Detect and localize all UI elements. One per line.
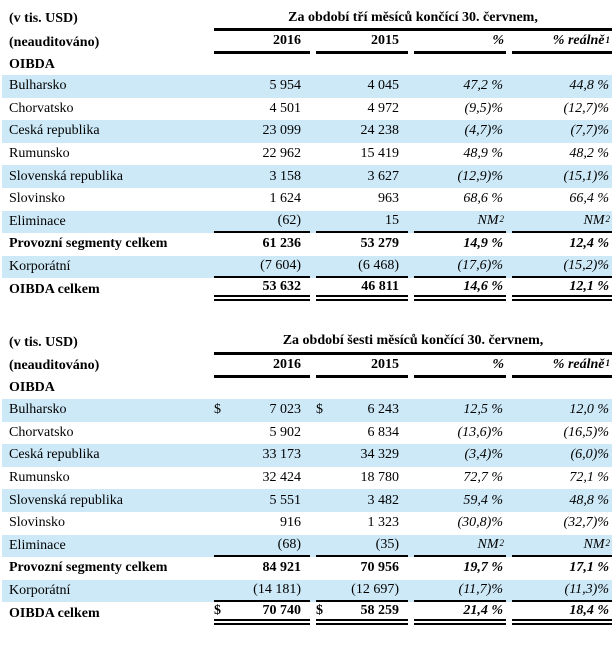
col-header-2015: 2015	[316, 31, 408, 54]
pct-change-real: 48,8 %	[569, 492, 609, 508]
value-2016: 916	[280, 515, 301, 531]
value-2015: 24 238	[360, 123, 399, 139]
unit-label: (v tis. USD)	[9, 11, 78, 26]
pct-change: 19,7 %	[463, 560, 503, 576]
row-label: Ceská republika	[9, 123, 100, 139]
value-2016: (7 604)	[214, 256, 310, 279]
section-row	[2, 378, 612, 399]
table-row	[2, 512, 612, 535]
table-row	[2, 98, 612, 121]
unit-label: (v tis. USD)	[9, 334, 78, 350]
table-six-months	[2, 331, 612, 625]
table-row	[2, 120, 612, 143]
pct-change: (13,6)%	[457, 424, 503, 440]
table-row	[2, 467, 612, 490]
col-header-2016: 2016	[214, 31, 310, 54]
row-label: Rumunsko	[9, 470, 70, 486]
col-header-pct-real	[512, 355, 612, 378]
value-2016: (62)	[214, 211, 310, 234]
section-row	[2, 54, 612, 75]
value-2015: 1 323	[367, 515, 399, 531]
value-2015: 3 482	[367, 492, 399, 508]
value-2016: 61 236	[262, 236, 301, 252]
value-2016: 5 551	[269, 492, 301, 508]
value-2015: 963	[378, 191, 399, 207]
pct-change-real: 12,4 %	[569, 236, 609, 252]
pct-change: 47,2 %	[463, 78, 503, 94]
value-2015: 70 956	[360, 560, 399, 576]
pct-change: NM 2	[414, 535, 506, 558]
value-2016: 1 624	[269, 191, 301, 207]
table-three-months	[2, 7, 612, 301]
value-2015: $ 6 243	[316, 402, 399, 418]
period-title: Za období šesti měsíců končící 30. červnem,	[214, 331, 612, 355]
pct-real-text: % reálně	[552, 356, 605, 372]
pct-change: (11,7)%	[414, 580, 506, 603]
row-label: Ceská republika	[9, 447, 100, 463]
value-2016: $ 7 023	[214, 402, 301, 418]
pct-change-real: 18,4 %	[512, 602, 612, 625]
footnote-ref-1: 1	[605, 358, 610, 369]
table-header-row	[2, 331, 612, 355]
table-row	[2, 580, 612, 603]
pct-change-real: 48,2 %	[569, 146, 609, 162]
value-2015: 18 780	[360, 470, 399, 486]
pct-change: 14,6 %	[414, 278, 506, 301]
table-row-subtotal	[2, 233, 612, 256]
value-2016: 84 921	[262, 560, 301, 576]
value-2015: 46 811	[316, 278, 408, 301]
table-row-total	[2, 602, 612, 625]
table-row	[2, 75, 612, 98]
pct-change-real: (11,3)%	[512, 580, 612, 603]
col-header-pct-real	[512, 31, 612, 54]
pct-change: 59,4 %	[463, 492, 503, 508]
pct-change: 14,9 %	[463, 236, 503, 252]
pct-change-real: 66,4 %	[569, 191, 609, 207]
value-2015: 34 329	[360, 447, 399, 463]
table-row-subtotal	[2, 557, 612, 580]
col-header-2016: 2016	[214, 355, 310, 378]
value-2016: 3 158	[269, 168, 301, 184]
pct-change-real: NM 2	[512, 535, 612, 558]
currency-symbol: $	[316, 602, 323, 618]
col-header-2015: 2015	[316, 355, 408, 378]
footnote-ref: 2	[605, 538, 610, 549]
value-2015: 3 627	[367, 168, 399, 184]
row-label: OIBDA celkem	[9, 281, 100, 297]
value-2015: 6 834	[367, 424, 399, 440]
value-2015: 15 419	[360, 146, 399, 162]
table-row	[2, 165, 612, 188]
pct-change-real: 12,1 %	[512, 278, 612, 301]
currency-symbol: $	[214, 402, 221, 418]
pct-change: 72,7 %	[463, 470, 503, 486]
pct-change-real: (7,7)%	[570, 123, 609, 139]
pct-change-real: (15,2)%	[512, 256, 612, 279]
row-label: Bulharsko	[9, 78, 67, 94]
table-row	[2, 143, 612, 166]
footnote-ref: 2	[499, 214, 504, 225]
pct-change-real: (15,1)%	[563, 168, 609, 184]
table-row	[2, 211, 612, 234]
pct-change: 21,4 %	[414, 602, 506, 625]
table-header-row	[2, 7, 612, 31]
value-2015: 53 279	[360, 236, 399, 252]
row-label: Eliminace	[9, 213, 66, 229]
pct-change-real: 72,1 %	[569, 470, 609, 486]
column-header-row	[2, 31, 612, 54]
row-label: Slovenská republika	[9, 492, 123, 508]
row-label: Provozní segmenty celkem	[9, 560, 168, 576]
row-label: Eliminace	[9, 537, 66, 553]
footnote-ref-1: 1	[605, 34, 610, 45]
value-2016: 4 501	[269, 100, 301, 116]
row-label: Slovinsko	[9, 515, 66, 531]
section-label: OIBDA	[9, 56, 55, 72]
value-2016: 5 954	[269, 78, 301, 94]
table-row-total	[2, 278, 612, 301]
pct-change: (30,8)%	[457, 515, 503, 531]
value-2015: 15	[316, 211, 408, 234]
pct-change: NM 2	[414, 211, 506, 234]
table-row	[2, 399, 612, 422]
row-label: Rumunsko	[9, 146, 70, 162]
footnote-ref: 2	[499, 538, 504, 549]
table-row	[2, 422, 612, 445]
pct-change-real: (16,5)%	[563, 424, 609, 440]
pct-change-real: 44,8 %	[569, 78, 609, 94]
value-2016: 23 099	[262, 123, 301, 139]
pct-change-real: (6,0)%	[570, 447, 609, 463]
col-header-pct: %	[414, 355, 506, 378]
value-2016: 22 962	[262, 146, 301, 162]
row-label: Korporátní	[9, 582, 71, 598]
pct-change: (3,4)%	[464, 447, 503, 463]
pct-change-real: (12,7)%	[563, 100, 609, 116]
pct-change-real: (32,7)%	[563, 515, 609, 531]
col-header-pct: %	[414, 31, 506, 54]
value-2015: $ 58 259	[316, 602, 408, 625]
value-2016: (14 181)	[214, 580, 310, 603]
row-label: Chorvatsko	[9, 100, 74, 116]
currency-symbol: $	[316, 402, 323, 418]
row-label: Slovenská republika	[9, 168, 123, 184]
value-2016: (68)	[214, 535, 310, 558]
pct-change: 48,9 %	[463, 146, 503, 162]
table-row	[2, 489, 612, 512]
row-label: Korporátní	[9, 259, 71, 275]
currency-symbol: $	[214, 602, 221, 618]
value-2016: 33 173	[262, 447, 301, 463]
unaudited-label: (neauditováno)	[9, 34, 100, 50]
value-2015: 4 045	[367, 78, 399, 94]
row-label: OIBDA celkem	[9, 605, 100, 621]
pct-change: 68,6 %	[463, 191, 503, 207]
pct-change: (4,7)%	[464, 123, 503, 139]
value-2016: 53 632	[214, 278, 310, 301]
value-2015: (35)	[316, 535, 408, 558]
pct-change: (12,9)%	[457, 168, 503, 184]
pct-change: (9,5)%	[464, 100, 503, 116]
column-header-row	[2, 355, 612, 378]
pct-change-real: 17,1 %	[569, 560, 609, 576]
value-2015: 4 972	[367, 100, 399, 116]
pct-real-text: % reálně	[552, 33, 605, 48]
value-2015: (12 697)	[316, 580, 408, 603]
table-row	[2, 256, 612, 279]
row-label: Slovinsko	[9, 191, 66, 207]
unaudited-label: (neauditováno)	[9, 358, 100, 374]
period-title: Za období tří měsíců končící 30. červnem,	[214, 7, 612, 31]
table-row	[2, 535, 612, 558]
value-2016: $ 70 740	[214, 602, 310, 625]
row-label: Chorvatsko	[9, 424, 74, 440]
pct-change-real: 12,0 %	[569, 402, 609, 418]
value-2015: (6 468)	[316, 256, 408, 279]
table-row	[2, 188, 612, 211]
value-2016: 5 902	[269, 424, 301, 440]
row-label: Provozní segmenty celkem	[9, 236, 168, 252]
pct-change: (17,6)%	[414, 256, 506, 279]
pct-change: 12,5 %	[463, 402, 503, 418]
value-2016: 32 424	[262, 470, 301, 486]
row-label: Bulharsko	[9, 402, 67, 418]
footnote-ref: 2	[605, 214, 610, 225]
section-label: OIBDA	[9, 380, 55, 396]
pct-change-real: NM 2	[512, 211, 612, 234]
table-row	[2, 444, 612, 467]
